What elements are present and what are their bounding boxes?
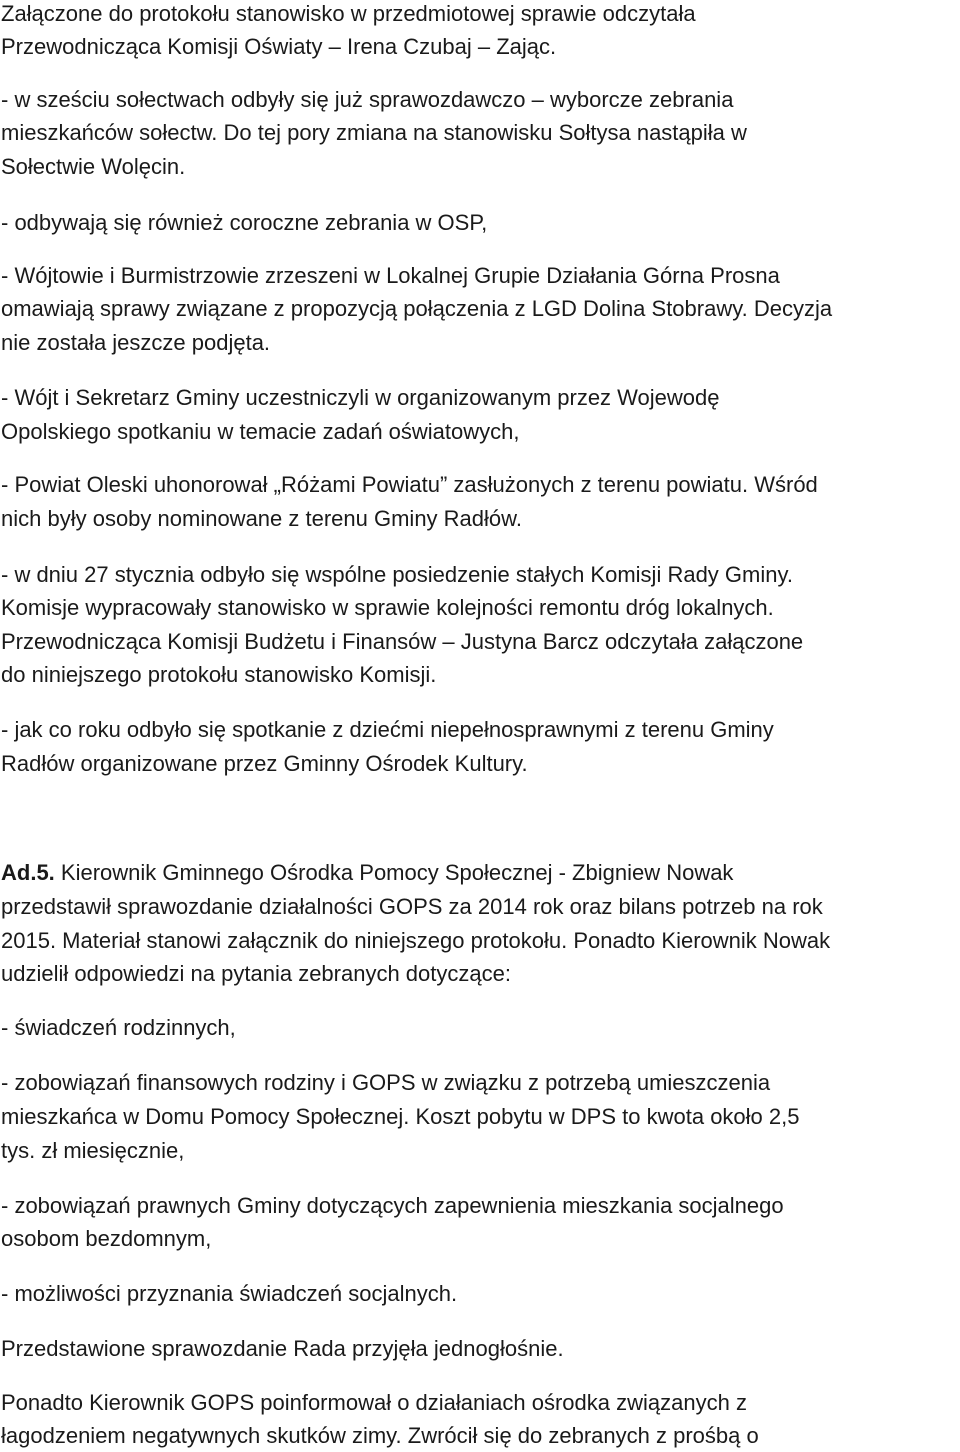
text-line: - w sześciu sołectwach odbyły się już sprawozdawczo – wyborcze zebrania [1,87,734,112]
text-line: tys. zł miesięcznie, [1,1138,185,1163]
text-line: - w dniu 27 stycznia odbyło się wspólne posiedzenie stałych Komisji Rady Gminy. [1,562,793,587]
text-line: Opolskiego spotkaniu w temacie zadań oświatowych, [1,419,520,444]
text-line: - świadczeń rodzinnych, [1,1015,236,1040]
text-line: - odbywają się również coroczne zebrania w OSP, [1,210,488,235]
text-line: - Wójtowie i Burmistrzowie zrzeszeni w Lokalnej Grupie Działania Górna Prosna [1,263,780,288]
text-line: 2015. Materiał stanowi załącznik do niniejszego protokołu. Ponadto Kierownik Nowak [1,928,831,953]
text-line: udzielił odpowiedzi na pytania zebranych dotyczące: [1,961,511,986]
text-line: mieszkańców sołectw. Do tej pory zmiana na stanowisku Sołtysa nastąpiła w [1,120,747,145]
text-line: - jak co roku odbyło się spotkanie z dziećmi niepełnosprawnymi z terenu Gminy [1,717,774,742]
text-line: omawiają sprawy związane z propozycją połączenia z LGD Dolina Stobrawy. Decyzja [1,296,833,321]
text-line: Przewodnicząca Komisji Budżetu i Finansów – Justyna Barcz odczytała załączone [1,629,804,654]
text-line: Radłów organizowane przez Gminny Ośrodek Kultury. [1,751,528,776]
text-line: mieszkańca w Domu Pomocy Społecznej. Koszt pobytu w DPS to kwota około 2,5 [1,1104,800,1129]
agenda-heading: Ad.5. [1,860,55,885]
text-line: - Powiat Oleski uhonorował „Różami Powiatu” zasłużonych z terenu powiatu. Wśród [1,472,818,497]
text-line: Przewodnicząca Komisji Oświaty – Irena Czubaj – Zając. [1,34,557,59]
text-line: Sołectwie Wolęcin. [1,154,186,179]
agenda-item-line [1,859,733,887]
text-line: osobom bezdomnym, [1,1226,212,1251]
text-line: łagodzeniem negatywnych skutków zimy. Zwrócił się do zebranych z prośbą o [1,1423,759,1448]
text-line: nie została jeszcze podjęta. [1,330,271,355]
text-line: do niniejszego protokołu stanowisko Komisji. [1,662,437,687]
text-line: przedstawił sprawozdanie działalności GOPS za 2014 rok oraz bilans potrzeb na rok [1,894,823,919]
text-line: Komisje wypracowały stanowisko w sprawie kolejności remontu dróg lokalnych. [1,595,774,620]
text-line: Załączone do protokołu stanowisko w przedmiotowej sprawie odczytała [1,1,696,26]
text-line: - możliwości przyznania świadczeń socjalnych. [1,1281,458,1306]
text-line: Kierownik Gminnego Ośrodka Pomocy Społecznej - Zbigniew Nowak [60,860,734,885]
text-line: - zobowiązań prawnych Gminy dotyczących zapewnienia mieszkania socjalnego [1,1193,784,1218]
text-line: Ponadto Kierownik GOPS poinformował o działaniach ośrodka związanych z [1,1390,747,1415]
text-line: - Wójt i Sekretarz Gminy uczestniczyli w organizowanym przez Wojewodę [1,385,720,410]
text-line: nich były osoby nominowane z terenu Gminy Radłów. [1,506,522,531]
text-line: Przedstawione sprawozdanie Rada przyjęła jednogłośnie. [1,1336,564,1361]
text-line: - zobowiązań finansowych rodziny i GOPS w związku z potrzebą umieszczenia [1,1070,771,1095]
